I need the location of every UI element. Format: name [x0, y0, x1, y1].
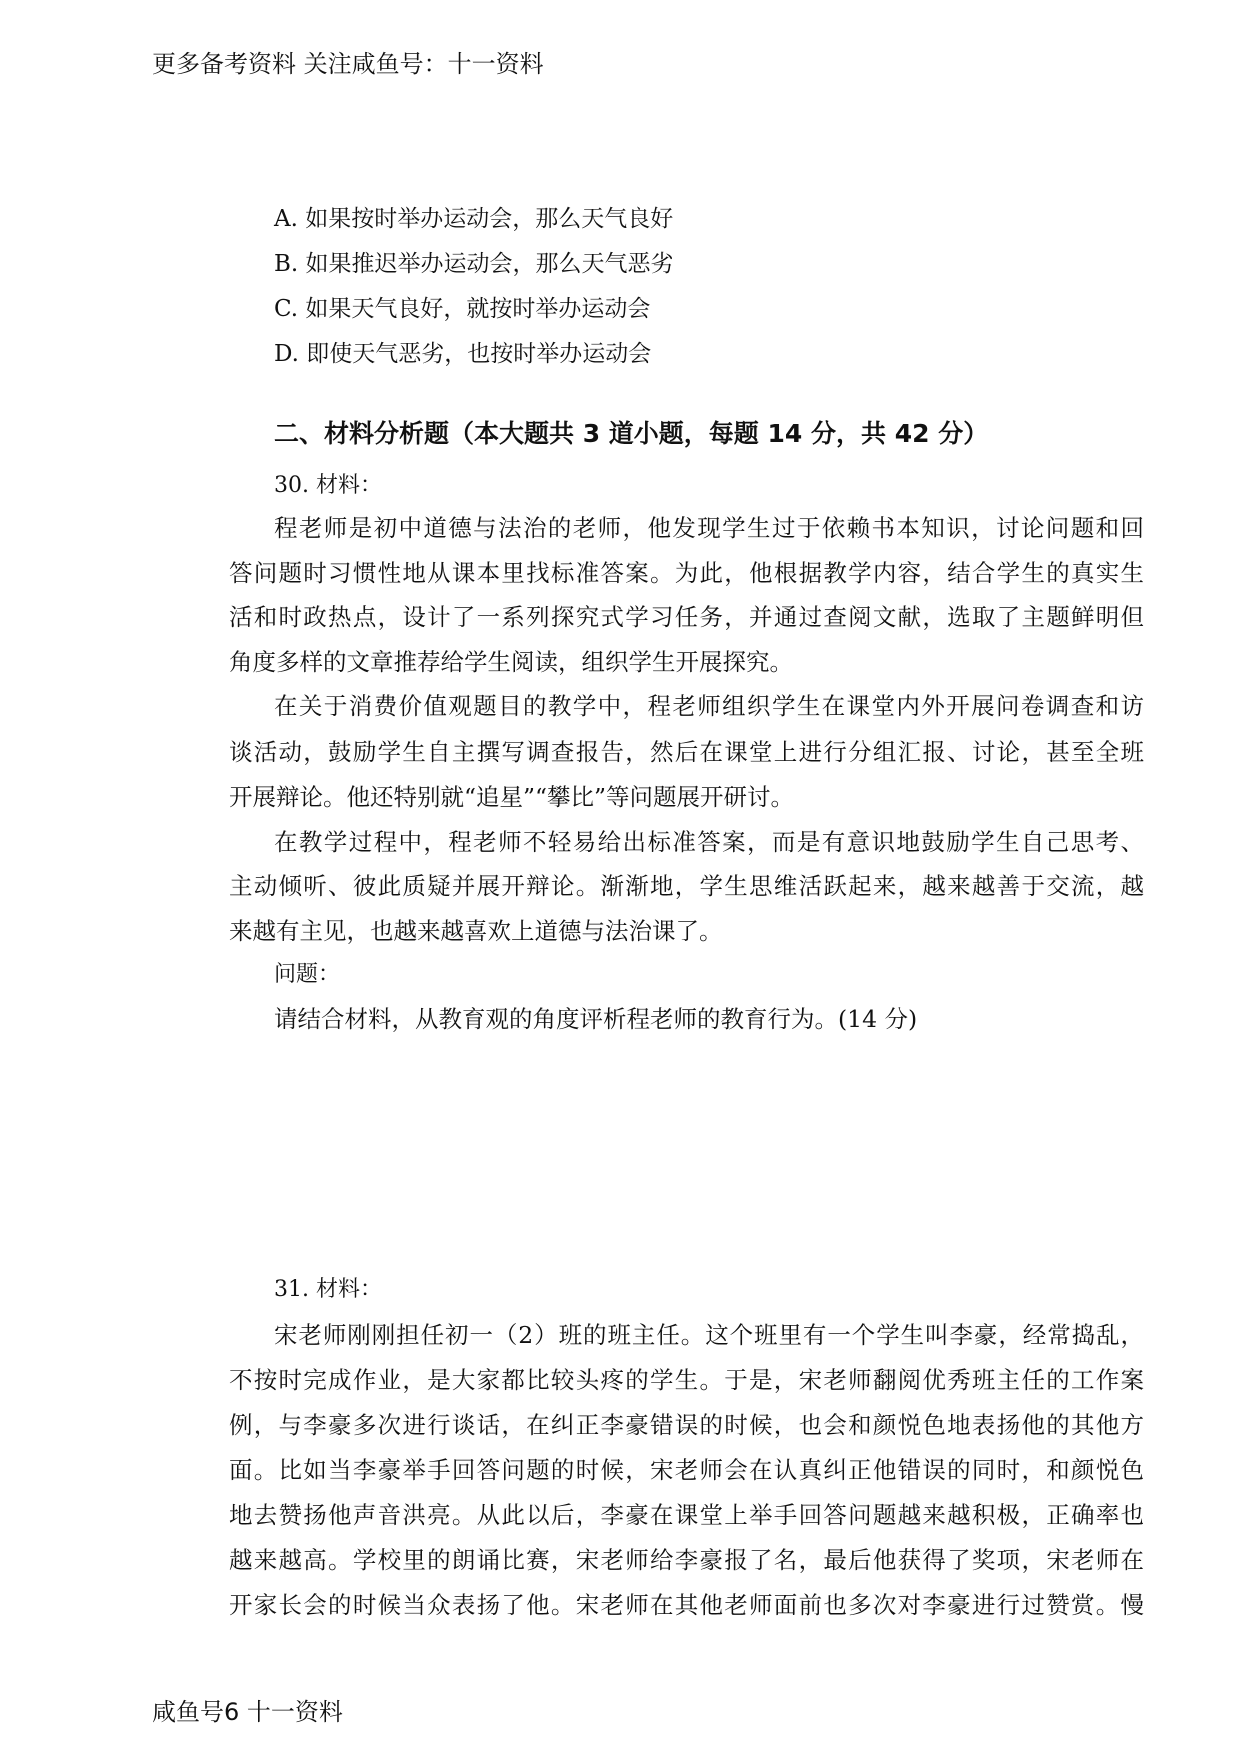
q30-line: 来越有主见，也越来越喜欢上道德与法治课了。: [229, 917, 723, 945]
q31-line: 不按时完成作业，是大家都比较头疼的学生。于是，宋老师翻阅优秀班主任的工作案: [229, 1366, 1144, 1394]
option-a: A. 如果按时举办运动会，那么天气良好: [274, 206, 674, 232]
watermark-footer: 咸鱼号6 十一资料: [152, 1698, 343, 1726]
q31-line: 越来越高。学校里的朗诵比赛，宋老师给李豪报了名，最后他获得了奖项，宋老师在: [229, 1546, 1144, 1574]
section-title: 二、材料分析题（本大题共 3 道小题，每题 14 分，共 42 分）: [274, 419, 989, 448]
watermark-header: 更多备考资料 关注咸鱼号：十一资料: [152, 50, 544, 78]
option-c: C. 如果天气良好，就按时举办运动会: [274, 296, 651, 322]
q31-line: 地去赞扬他声音洪亮。从此以后，李豪在课堂上举手回答问题越来越积极，正确率也: [229, 1501, 1144, 1529]
q31-line: 开家长会的时候当众表扬了他。宋老师在其他老师面前也多次对李豪进行过赞赏。慢: [229, 1591, 1144, 1619]
option-b: B. 如果推迟举办运动会，那么天气恶劣: [274, 251, 674, 277]
question-label: 问题：: [274, 962, 341, 987]
question-30-prompt: 请结合材料，从教育观的角度评析程老师的教育行为。(14 分): [274, 1005, 918, 1033]
question-31-label: 31. 材料：: [274, 1277, 382, 1302]
q30-line: 开展辩论。他还特别就“追星”“攀比”等问题展开研讨。: [229, 783, 795, 811]
q31-line: 例，与李豪多次进行谈话，在纠正李豪错误的时候，也会和颜悦色地表扬他的其他方: [229, 1411, 1144, 1439]
option-d: D. 即使天气恶劣，也按时举办运动会: [274, 341, 652, 367]
q30-line: 程老师是初中道德与法治的老师，他发现学生过于依赖书本知识，讨论问题和回: [274, 514, 1144, 542]
question-30-label: 30. 材料：: [274, 473, 382, 498]
q30-line: 谈活动，鼓励学生自主撰写调查报告，然后在课堂上进行分组汇报、讨论，甚至全班: [229, 738, 1144, 766]
q30-line: 在教学过程中，程老师不轻易给出标准答案，而是有意识地鼓励学生自己思考、: [274, 828, 1144, 856]
q31-line: 面。比如当李豪举手回答问题的时候，宋老师会在认真纠正他错误的同时，和颜悦色: [229, 1456, 1144, 1484]
q30-line: 答问题时习惯性地从课本里找标准答案。为此，他根据教学内容，结合学生的真实生: [229, 559, 1144, 587]
q30-line: 在关于消费价值观题目的教学中，程老师组织学生在课堂内外开展问卷调查和访: [274, 692, 1144, 720]
q30-line: 活和时政热点，设计了一系列探究式学习任务，并通过查阅文献，选取了主题鲜明但: [229, 603, 1144, 631]
q30-line: 角度多样的文章推荐给学生阅读，组织学生开展探究。: [229, 648, 793, 676]
q31-line: 宋老师刚刚担任初一（2）班的班主任。这个班里有一个学生叫李豪，经常捣乱，: [274, 1321, 1144, 1349]
q30-line: 主动倾听、彼此质疑并展开辩论。渐渐地，学生思维活跃起来，越来越善于交流，越: [229, 872, 1144, 900]
